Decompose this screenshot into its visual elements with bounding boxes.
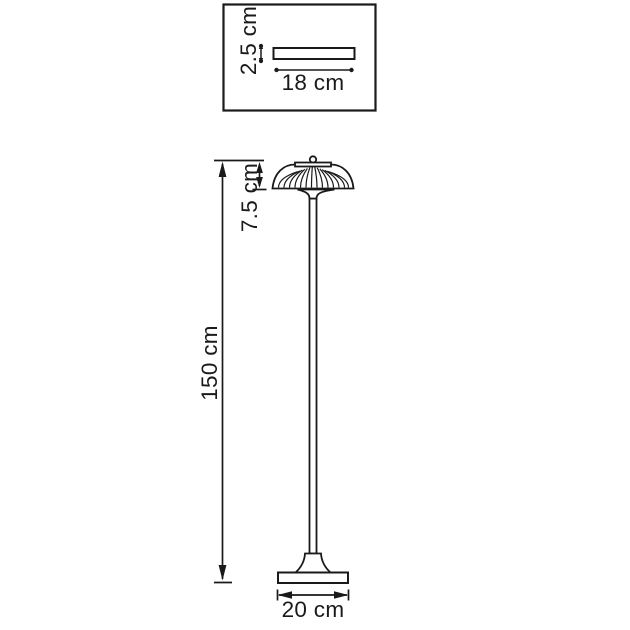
total-height-arrow-down	[219, 565, 227, 581]
floor-lamp-drawing	[273, 156, 354, 583]
total-height-label: 150 cm	[197, 325, 222, 401]
shade-profile	[274, 48, 355, 59]
total-height-arrow-up	[219, 162, 227, 178]
lamp-base	[278, 573, 348, 584]
base-width-label: 20 cm	[281, 597, 345, 622]
inset-width-dim-end-right	[349, 68, 353, 72]
lamp-stem-flare	[296, 554, 331, 573]
inset-height-label: 2.5 cm	[236, 5, 261, 76]
lamp-cap-plate	[295, 163, 331, 167]
lamp-neck	[298, 190, 335, 199]
inset-width-label: 18 cm	[281, 70, 345, 95]
shade-detail-inset	[224, 5, 376, 111]
inset-width-dim-end-left	[274, 68, 278, 72]
lamp-pole	[310, 199, 317, 554]
shade-height-label: 7.5 cm	[237, 162, 262, 233]
